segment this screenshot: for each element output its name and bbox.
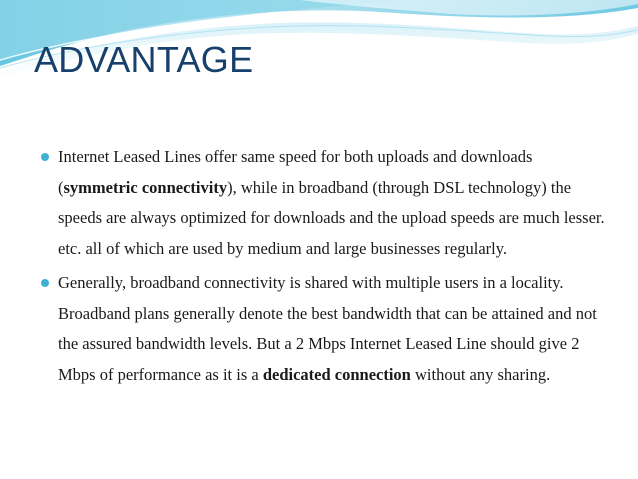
- bullet-text-part: ), while in broadband (through DSL technology) the speeds are always optimized for downloads and the upload speeds are much lesser. etc. all of which are used by medium and large businesses regularly.: [58, 177, 605, 258]
- bullet-text: [58, 147, 605, 258]
- slide-title: ADVANTAGE: [34, 39, 254, 80]
- bullet-text-part: without any sharing.: [410, 364, 551, 384]
- bullet-list: [40, 142, 605, 394]
- bullet-bold-term: dedicated connection: [262, 364, 411, 384]
- bullet-item: [40, 268, 605, 390]
- bullet-text: [58, 273, 597, 384]
- bullet-text-part: Generally, broadband connectivity is shared with multiple users in a locality. Broadband plans generally denote the best bandwidth that can be attained and not the assured bandwidth levels. But a 2 Mbps Internet Leased Line should give 2 Mbps of performance as it is a: [58, 273, 597, 384]
- bullet-bold-term: symmetric connectivity: [63, 177, 228, 197]
- bullet-dot-icon: [40, 268, 52, 299]
- bullet-item: [40, 142, 605, 264]
- bullet-text-part: Internet Leased Lines offer same speed for both uploads and downloads (: [58, 147, 533, 197]
- bullet-dot-icon: [40, 142, 52, 173]
